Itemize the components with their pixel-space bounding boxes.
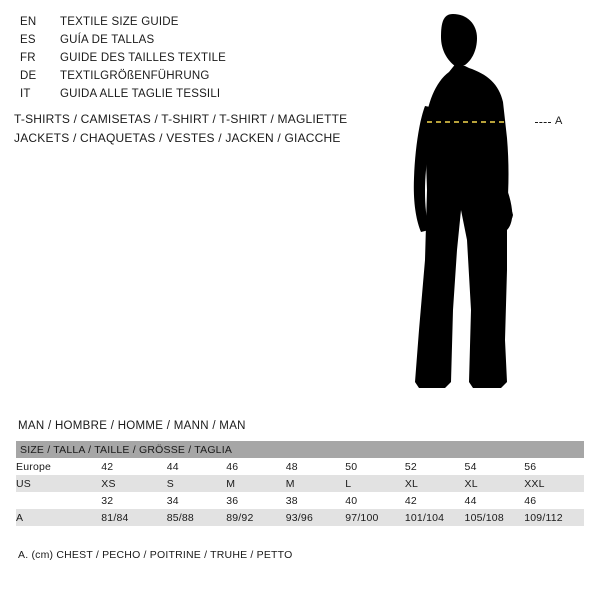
table-cell: L — [345, 475, 405, 492]
row-label — [16, 492, 101, 509]
table-row — [16, 475, 584, 492]
table-cell: 109/112 — [524, 509, 584, 526]
table-cell: 81/84 — [101, 509, 166, 526]
table-cell: S — [167, 475, 227, 492]
language-title: GUIDA ALLE TAGLIE TESSILI — [60, 88, 221, 100]
table-cell: 54 — [465, 458, 525, 475]
language-title: TEXTILGRÖßENFÜHRUNG — [60, 70, 210, 82]
language-code: IT — [20, 88, 31, 100]
table-cell: 38 — [286, 492, 346, 509]
table-cell: XXL — [524, 475, 584, 492]
table-cell: 50 — [345, 458, 405, 475]
table-cell: 34 — [167, 492, 227, 509]
table-row — [16, 492, 584, 509]
measure-leader-line — [535, 122, 551, 123]
male-silhouette-icon — [395, 10, 595, 400]
language-code: ES — [20, 34, 36, 46]
table-cell: 46 — [524, 492, 584, 509]
category-line-jackets: JACKETS / CHAQUETAS / VESTES / JACKEN / GIACCHE — [14, 131, 341, 145]
table-cell: 46 — [226, 458, 286, 475]
language-title: TEXTILE SIZE GUIDE — [60, 16, 179, 28]
table-cell: 44 — [465, 492, 525, 509]
table-cell: 36 — [226, 492, 286, 509]
table-footnote: A. (cm) CHEST / PECHO / POITRINE / TRUHE / PETTO — [18, 549, 293, 561]
table-cell: 44 — [167, 458, 227, 475]
language-row — [20, 34, 380, 52]
language-header-block — [20, 16, 380, 106]
table-cell: XS — [101, 475, 166, 492]
language-title: GUIDE DES TAILLES TEXTILE — [60, 52, 227, 64]
language-row — [20, 52, 380, 70]
table-cell: 89/92 — [226, 509, 286, 526]
language-row — [20, 16, 380, 34]
table-row — [16, 509, 584, 526]
row-label: Europe — [16, 458, 101, 475]
table-cell: XL — [405, 475, 465, 492]
language-title: GUÍA DE TALLAS — [60, 34, 155, 46]
table-cell: 32 — [101, 492, 166, 509]
table-cell: M — [286, 475, 346, 492]
category-line-tshirts: T-SHIRTS / CAMISETAS / T-SHIRT / T-SHIRT / MAGLIETTE — [14, 112, 348, 126]
row-label: US — [16, 475, 101, 492]
table-header-label: SIZE / TALLA / TAILLE / GRÖSSE / TAGLIA — [16, 441, 584, 458]
table-row — [16, 458, 584, 475]
figure-illustration — [395, 10, 595, 400]
language-row — [20, 70, 380, 88]
measure-label-a: A — [555, 115, 563, 127]
table-cell: XL — [465, 475, 525, 492]
table-cell: 93/96 — [286, 509, 346, 526]
table-cell: 105/108 — [465, 509, 525, 526]
language-row — [20, 88, 380, 106]
language-code: DE — [20, 70, 37, 82]
table-cell: 42 — [405, 492, 465, 509]
language-code: EN — [20, 16, 37, 28]
table-cell: 52 — [405, 458, 465, 475]
table-section-title: MAN / HOMBRE / HOMME / MANN / MAN — [18, 420, 246, 432]
table-cell: 97/100 — [345, 509, 405, 526]
category-block — [14, 110, 394, 148]
table-cell: 48 — [286, 458, 346, 475]
language-code: FR — [20, 52, 36, 64]
table-cell: 85/88 — [167, 509, 227, 526]
table-cell: 40 — [345, 492, 405, 509]
table-cell: 101/104 — [405, 509, 465, 526]
table-cell: 42 — [101, 458, 166, 475]
size-table — [16, 441, 584, 526]
table-cell: M — [226, 475, 286, 492]
table-cell: 56 — [524, 458, 584, 475]
table-header-row — [16, 441, 584, 458]
row-label: A — [16, 509, 101, 526]
